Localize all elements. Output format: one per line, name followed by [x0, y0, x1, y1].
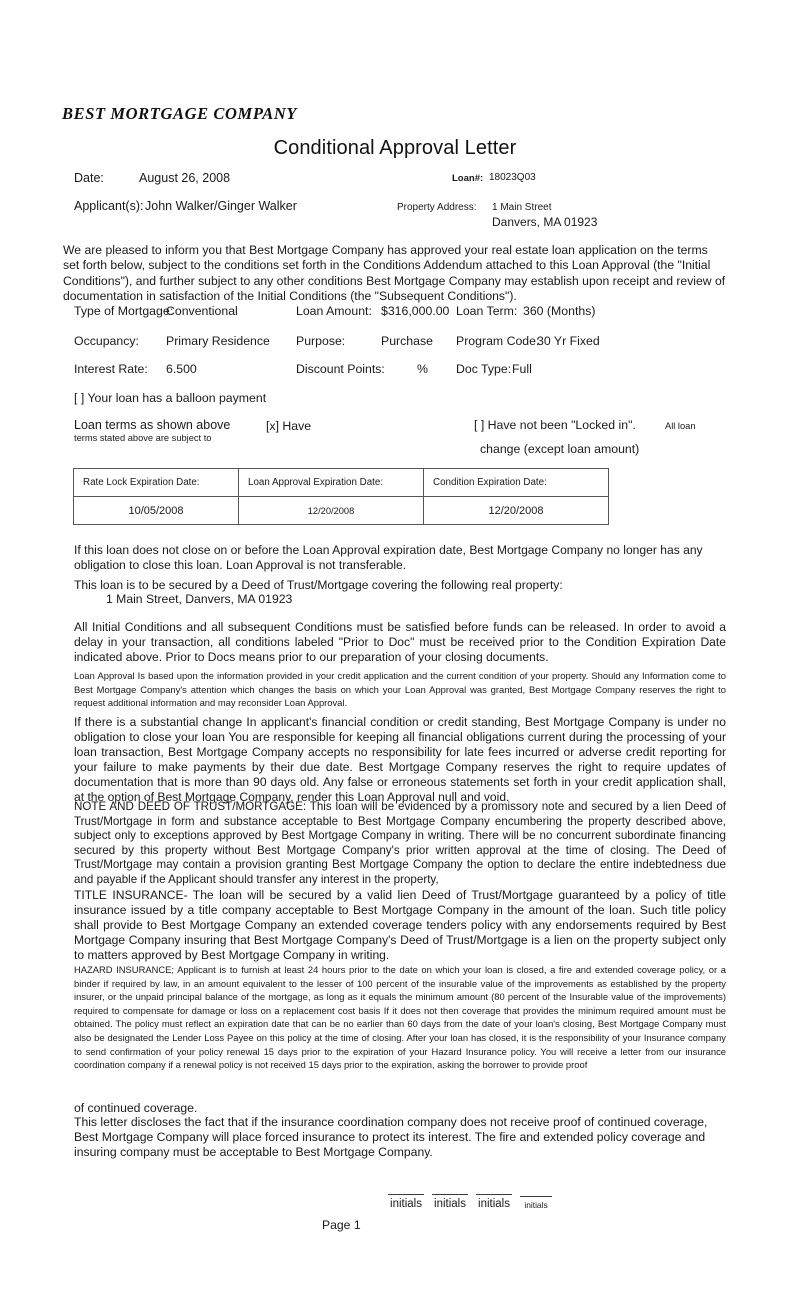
secured-property-address: 1 Main Street, Danvers, MA 01923	[106, 592, 293, 606]
occupancy-value: Primary Residence	[166, 334, 270, 348]
hazard-insurance-paragraph: HAZARD INSURANCE; Applicant is to furnish at least 24 hours prior to the date on which your loan is closed, a fire and extended coverage policy, or a binder if required by law, in an amount equivalent to the lesser of 100 percent of the insurable value of the improvements as established by the property insurer, or the unpaid principal balance of the mortgage, as long as it equals the minimum amount (80 percent of the Insurable value of the improvements) required to compensate for damage or loss on a replacement cost basis If it does not then coverage that provides the minimum required amount must be obtained. The policy must reflect an expiration date that can be no earlier than 60 days from the date of your loan's closing, Best Mortgage Company must also be designated the Lender Loss Payee on this policy at the time of closing. After your loan has closed, it is the responsibility of your Insurance company to send confirmation of your policy renewal 15 days prior to the expiration of your Hazard Insurance policy. You will receive a letter from our insurance coordination company if a renewal policy is not received 15 days prior to the expiration, asking the borrower to provide proof	[74, 964, 726, 1071]
initials-label-4: initials	[524, 1200, 548, 1210]
rate-lock-expiration-header: Rate Lock Expiration Date:	[74, 469, 239, 497]
initials-field-4[interactable]	[520, 1196, 552, 1210]
discount-points-label: Discount Points:	[296, 362, 385, 376]
loan-number-value: 18023Q03	[489, 172, 536, 183]
loan-amount-value: $316,000.00	[381, 304, 450, 318]
have-not-locked-checkbox[interactable]: [ ] Have not been "Locked in".	[474, 418, 636, 432]
initials-field-2[interactable]	[432, 1194, 468, 1210]
initials-field-1[interactable]	[388, 1194, 424, 1210]
intro-paragraph: We are pleased to inform you that Best Mortgage Company has approved your real estate loan application on the terms set forth below, subject to the conditions set forth in the Conditions Addendum attached to this Loan Approval (the "Initial Conditions"), and further subject to any other conditions Best Mortgage Company may establish upon receipt and review of documentation in satisfaction of the Initial Conditions (the "Subsequent Conditions").	[63, 243, 726, 304]
balloon-payment-checkbox[interactable]: [ ] Your loan has a balloon payment	[74, 391, 267, 405]
program-code-label: Program Code:	[456, 334, 540, 348]
substantial-change-paragraph: If there is a substantial change In applicant's financial condition or credit standing, Best Mortgage Company is under no obligation to close your loan You are responsible for keeping all financial obligations current during the processing of your loan transaction, Best Mortgage Company accepts no responsibility for late fees incurred or adverse credit reporting for your failure to make payments by their due date. Best Mortgage Company reserves the right to require updates of documentation that is more than 90 days old. Any false or erroneous statements set forth in your credit application shall, at the option of Best Mortgage Company, render this Loan Approval null and void.	[74, 715, 726, 804]
loan-term-label: Loan Term:	[456, 304, 518, 318]
loan-amount-label: Loan Amount:	[296, 304, 372, 318]
doc-type-label: Doc Type:	[456, 362, 512, 376]
program-code-value: 30 Yr Fixed	[537, 334, 600, 348]
occupancy-label: Occupancy:	[74, 334, 139, 348]
date-value: August 26, 2008	[139, 171, 231, 185]
initials-label-1: initials	[390, 1198, 422, 1210]
initials-line-icon	[520, 1196, 552, 1197]
initials-label-3: initials	[478, 1198, 510, 1210]
continued-coverage-text: of continued coverage.	[74, 1101, 198, 1115]
table-row-values	[74, 497, 609, 525]
loan-terms-label: Loan terms as shown above	[74, 418, 231, 432]
loan-term-value: 360 (Months)	[523, 304, 596, 318]
change-except-loan-amount-note: change (except loan amount)	[480, 442, 640, 456]
initials-line-icon	[432, 1194, 468, 1195]
purpose-label: Purpose:	[296, 334, 346, 348]
expiration-dates-table	[73, 468, 609, 525]
type-of-mortgage-value: Conventional	[166, 304, 238, 318]
initials-label-2: initials	[434, 1198, 466, 1210]
property-address-line1: 1 Main Street	[492, 202, 552, 213]
loan-approval-expiration-value: 12/20/2008	[239, 497, 424, 525]
initials-field-3[interactable]	[476, 1194, 512, 1210]
initials-line-icon	[388, 1194, 424, 1195]
all-loan-note: All loan	[665, 421, 696, 431]
have-locked-checkbox[interactable]: [x] Have	[266, 419, 312, 433]
table-row-headers	[74, 469, 609, 497]
purpose-value: Purchase	[381, 334, 433, 348]
condition-expiration-header: Condition Expiration Date:	[424, 469, 609, 497]
page-title: Conditional Approval Letter	[273, 137, 517, 159]
date-label: Date:	[74, 171, 104, 185]
title-insurance-paragraph: TITLE INSURANCE- The loan will be secured by a valid lien Deed of Trust/Mortgage guaranteed by a policy of title insurance issued by a title company acceptable to Best Mortgage Company in the amount of the loan. Such title policy shall provide to Best Mortgage Company an extended coverage tenders policy with any endorsements required by Best Mortgage Company insuring that Best Mortgage Company's Deed of Trust/Mortgage is a lien on the property subject only to matters approved by Best Mortgage Company in writing.	[74, 888, 726, 962]
page-number: Page 1	[322, 1218, 361, 1232]
loan-terms-sublabel: terms stated above are subject to	[74, 433, 212, 443]
approval-basis-paragraph: Loan Approval Is based upon the information provided in your credit application and the current condition of your property. Should any Information come to Best Mortgage Company's attention which changes the basis on which your Loan Approval was granted, Best Mortgage Company reserves the right to request additional information and may reconsider Loan Approval.	[74, 670, 726, 709]
applicants-label: Applicant(s):	[74, 199, 144, 213]
rate-lock-expiration-value: 10/05/2008	[74, 497, 239, 525]
loan-approval-expiration-header: Loan Approval Expiration Date:	[239, 469, 424, 497]
disclosure-paragraph: This letter discloses the fact that if the insurance coordination company does not receive proof of continued coverage, Best Mortgage Company will place forced insurance to protect its interest. The fire and extended policy coverage and insuring company must be acceptable to Best Mortgage Company.	[74, 1115, 708, 1160]
condition-expiration-value: 12/20/2008	[424, 497, 609, 525]
type-of-mortgage-label: Type of Mortgage:	[74, 304, 174, 318]
initials-block	[388, 1194, 552, 1210]
interest-rate-value: 6.500	[166, 362, 197, 376]
closing-deadline-paragraph: If this loan does not close on or before the Loan Approval expiration date, Best Mortgage Company no longer has any obligation to close this loan. Loan Approval is not transferable.	[74, 543, 703, 572]
loan-number-label: Loan#:	[452, 173, 484, 184]
property-address-label: Property Address:	[397, 202, 477, 213]
company-logo: BEST MORTGAGE COMPANY	[62, 104, 298, 123]
initials-line-icon	[476, 1194, 512, 1195]
initial-conditions-paragraph: All Initial Conditions and all subsequent Conditions must be satisfied before funds can be released. In order to avoid a delay in your transaction, all conditions labeled "Prior to Doc" must be received prior to the Condition Expiration Date indicated above. Prior to Docs means prior to our preparation of your closing documents.	[74, 620, 726, 664]
discount-points-unit: %	[417, 362, 428, 376]
note-and-deed-paragraph: NOTE AND DEED OF TRUST/MORTGAGE: This loan will be evidenced by a promissory note and secured by a lien Deed of Trust/Mortgage in form and substance acceptable to Best Mortgage Company encumbering the property described above, subject only to exceptions approved by Best Mortgage Company in writing. There will be no concurrent subordinate financing secured by this property without Best Mortgage Company's prior written approval at the time of closing. The Deed of Trust/Mortgage may contain a provision granting Best Mortgage Company the option to declare the entire indebtedness due and payable if the Applicant should transfer any interest in the property,	[74, 800, 726, 886]
doc-type-value: Full	[512, 362, 532, 376]
property-address-line2: Danvers, MA 01923	[492, 215, 598, 229]
applicants-value: John Walker/Ginger Walker	[145, 199, 297, 213]
interest-rate-label: Interest Rate:	[74, 362, 148, 376]
secured-by-paragraph: This loan is to be secured by a Deed of Trust/Mortgage covering the following real property:	[74, 578, 563, 592]
